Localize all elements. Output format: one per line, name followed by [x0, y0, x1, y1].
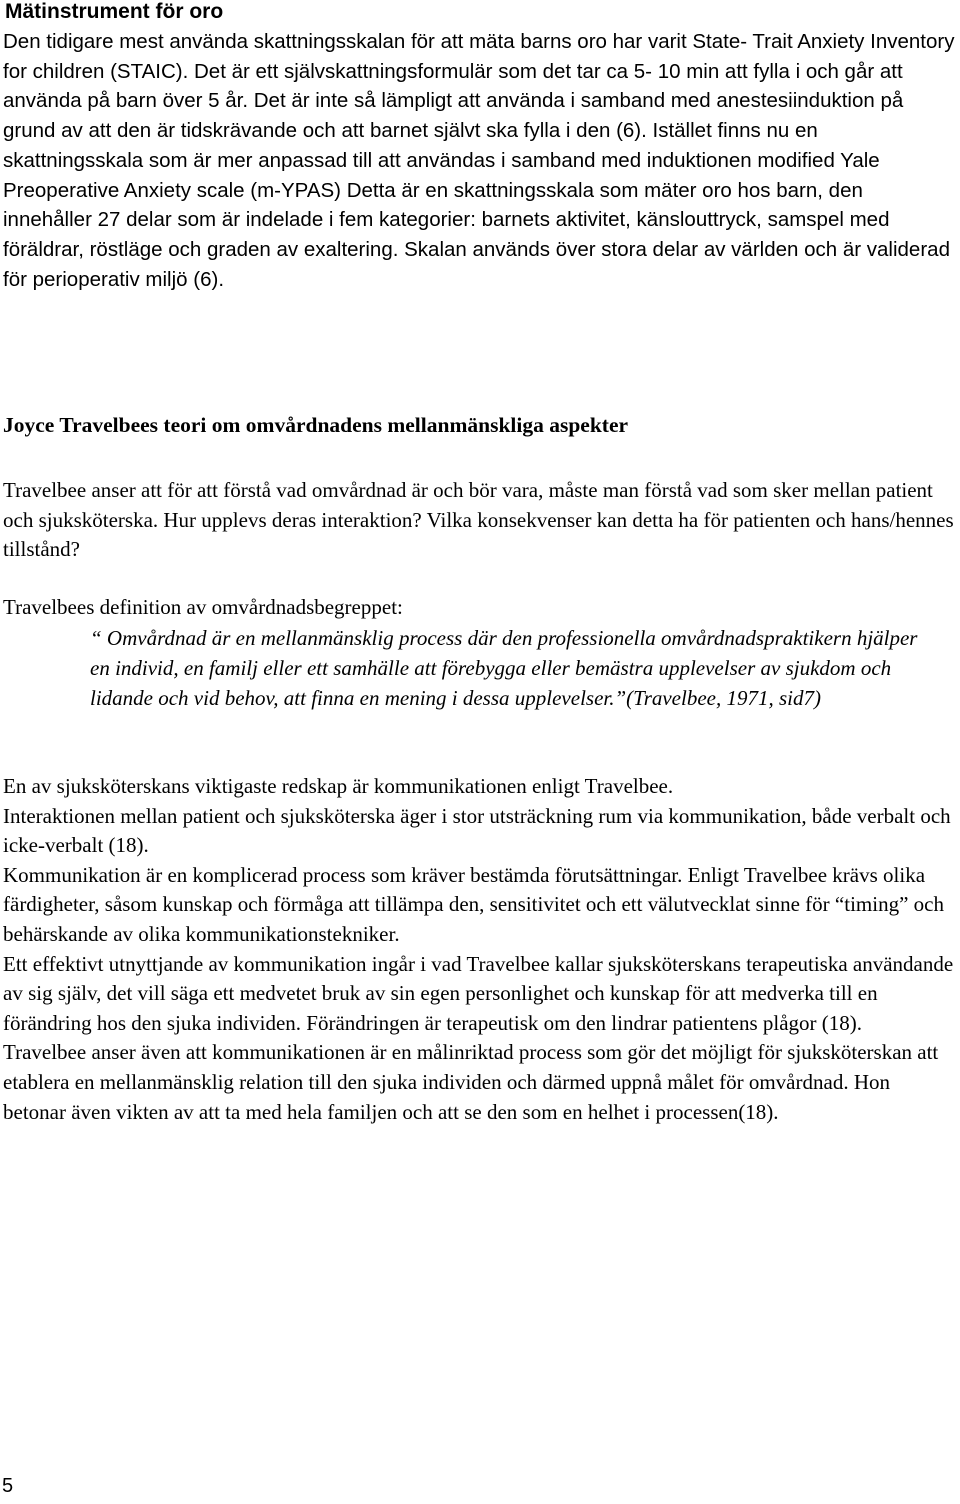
paragraph: En av sjuksköterskans viktigaste redskap är kommunikationen enligt Travelbee. [3, 774, 674, 798]
communication-text [3, 772, 957, 1127]
paragraph: Ett effektivt utnyttjande av kommunikation ingår i vad Travelbee kallar sjuksköterskans terapeutiska användande av sig själv, det vill säga ett medvetet bruk av sin egen personlighet och kunskap för att medverka till en förändring hos den sjuka individen. Förändringen är terapeutisk om den lindrar patientens plågor (18). [3, 951, 954, 1035]
definition-quote: “ Omvårdnad är en mellanmänsklig process där den professionella omvårdnadspraktikern hjälper en individ, en familj eller ett samhälle att förebygga eller bemästra upplevelser av sjukdom och lidande och vid behov, att finna en mening i dessa upplevelser.”(Travelbee, 1971, sid7) [90, 626, 918, 710]
paragraph-intro: Travelbee anser att för att förstå vad omvårdnad är och bör vara, måste man förstå vad som sker mellan patient och sjuksköterska. Hur upplevs deras interaktion? Vilka konsekvenser kan detta ha för patienten och hans/hennes tillstånd? [3, 478, 954, 562]
section-heading-measurement: Mätinstrument för oro [5, 0, 224, 23]
section-heading-travelbee: Joyce Travelbees teori om omvårdnadens mellanmänskliga aspekter [3, 413, 629, 437]
definition-heading: Travelbees definition av omvårdnadsbegreppet: [3, 595, 403, 619]
paragraph: Interaktionen mellan patient och sjuksköterska äger i stor utsträckning rum via kommunikation, både verbalt och icke-verbalt (18). [3, 803, 951, 858]
paragraph: Kommunikation är en komplicerad process som kräver bestämda förutsättningar. Enligt Travelbee krävs olika färdigheter, såsom kunskap och förmåga att tillämpa den, sensitivitet och ett välutvecklat sinne för “timing” och behärskande av olika kommunikationstekniker. [3, 862, 944, 946]
paragraph: Travelbee anser även att kommunikationen är en målinriktad process som gör det möjligt för sjuksköterskan att etablera en mellanmänsklig relation till den sjuka individen och därmed uppnå målet för omvårdnad. Hon betonar även vikten av att ta med hela familjen och att se den som en helhet i processen(18). [3, 1040, 939, 1124]
section-body-measurement: Den tidigare mest använda skattningsskalan för att mäta barns oro har varit State- Trait Anxiety Inventory for children (STAIC). Det är ett självskattningsformulär som det tar ca 5- 10 min att fylla i och går att använda på barn över 5 år. Det är inte så lämpligt att använda i samband med anestesiinduktion på grund av att den är tidskrävande och att barnet självt ska fylla i den (6). Istället finns nu en skattningsskala som är mer anpassad till att användas i samband med induktionen modified Yale Preoperative Anxiety scale (m-YPAS) Detta är en skattningsskala som mäter oro hos barn, den innehåller 27 delar som är indelade i fem kategorier: barnets aktivitet, känslouttryck, samspel med föräldrar, röstläge och graden av exaltering. Skalan används över stora delar av världen och är validerad för perioperativ miljö (6). [3, 30, 955, 291]
page-number: 5 [2, 1475, 14, 1497]
